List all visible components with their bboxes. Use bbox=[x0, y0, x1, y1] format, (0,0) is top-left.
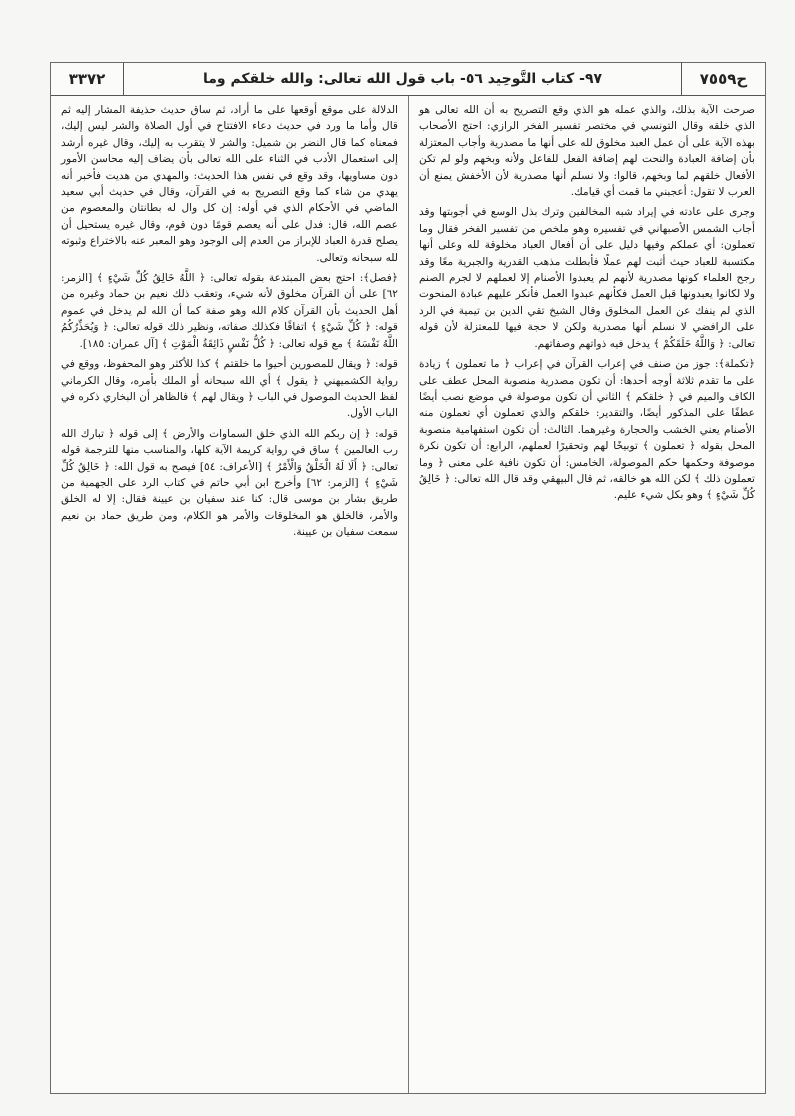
paragraph: صرحت الآية بذلك، والذي عمله هو الذي وقع التصريح به أن الله تعالى هو الذي خلقه وقال التونسي في مختصر تفسير الفخر الرازي: احتج الأصحاب بهذه الآية على أن عمل العبد مخلوق لله على أنها ما مصدرية وأجاب المعتزلة بأن إضافة العبادة والنحت لهم إضافة الفعل للفاعل ولأنه وبخهم ولو لم تكن الأفعال خلقهم لما وبخهم، قالوا: ولا نسلم أنها مصدرية لأن الأخفش يمنع أن العرب لا تقول: أعجبني ما قمت أي قيامك. bbox=[419, 104, 755, 199]
paragraph: وجرى على عادته في إيراد شبه المخالفين وترك بذل الوسع في أجوبتها وقد أجاب الشمس الأصبهاني في تفسيره وهو ملخص من تفسير الفخر فقال وما تعملون: أي عملكم وفيها دليل على أن أفعال العباد مخلوقة لله وعلى أنها مكتسبة للعباد حيث أثبت لهم عملًا فأبطلت مذهب القدرية والجبرية معًا وقد رجح العلماء كونها مصدرية لأنهم لم يعبدوا الأصنام إلا لعملهم لا لجرم الصنم ولا لكانوا يعبدونها قبل العمل فكأنهم عبدوا العمل فأنكر عليهم عبادة المنحوت الذي لم ينفك عن العمل المخلوق وقال الشيخ تقي الدين بن تيمية في الرد على الرافضي لا نسلم أنها مصدرية ولكن لا حجة فيها للمعتزلة لأن قوله تعالى: ﴿ وَاللَّهُ خَلَقَكُمْ ﴾ يدخل فيه ذواتهم وصفاتهم. bbox=[419, 206, 755, 350]
right-column bbox=[408, 96, 765, 1093]
paragraph: قوله: ﴿ ويقال للمصورين أحيوا ما خلقتم ﴾ كذا للأكثر وهو المحفوظ، ووقع في رواية الكشميهني ﴿ يقول ﴾ أي الله سبحانه أو الملك بأمره، وقال الكرماني لفظ الحديث الموصول في الباب ﴿ ويقال لهم ﴾ فالظاهر أن البخاري ذكره في الباب الأول. bbox=[61, 358, 398, 420]
page-header bbox=[51, 63, 765, 96]
paragraph: الدلالة على موقع أوقعها على ما أراد، ثم ساق حديث حذيفة المشار إليه ثم قال وأما ما ورد في حديث دعاء الافتتاح في أول الصلاة والشر ليس إليك، فمعناه كما قال النضر بن شميل: والشر لا يتقرب به إليك، وقال غيره أرشد إلى استعمال الأدب في الثناء على الله تعالى بأن يضاف إليه محاسن الأمور دون مساويها، وقد وقع في نفس هذا الحديث: والمهدي من هديت فأخبر أنه يهدي من شاء كما وقع التصريح به في القرآن، وقال في حديث أبي سعيد الماضي في الأحكام الذي في أوله: إن كل وال له بطانتان والمعصوم من عصم الله، قال: فدل على أنه يعصم قومًا دون قوم، وقال غيره يستحيل أن يصلح قدرة العباد للإبراز من العدم إلى الوجود وهو المعبر عنه بالاختراع وثبوته لله سبحانه وتعالى. bbox=[61, 104, 398, 264]
text-columns bbox=[51, 96, 765, 1093]
page-reference: ح٧٥٥٩ bbox=[681, 63, 765, 95]
paragraph: قوله: ﴿ إن ربكم الله الذي خلق السماوات والأرض ﴾ إلى قوله ﴿ تبارك الله رب العالمين ﴾ ساق في رواية كريمة الآية كلها، والمناسب منها للترجمة قوله تعالى: ﴿ أَلَا لَهُ الْخَلْقُ وَالْأَمْرُ ﴾ [الأعراف: ٥٤] فيصح به قول الله: ﴿ خَالِقُ كُلِّ شَيْءٍ ﴾ [الزمر: ٦٢] وأخرج ابن أبي حاتم في كتاب الرد على الجهمية من طريق بشار بن موسى قال: كنا عند سفيان بن عيينة فقال: إلا له الخلق والأمر، فالخلق هو المخلوقات والأمر هو الكلام، ومن طريق حماد بن نعيم سمعت سفيان بن عيينة. bbox=[61, 427, 398, 539]
page-number: ٣٣٧٢ bbox=[68, 70, 106, 88]
paragraph: ﴿فصل﴾: احتج بعض المبتدعة بقوله تعالى: ﴿ اللَّهُ خَالِقُ كُلِّ شَيْءٍ ﴾ [الزمر: ٦٢] على أن القرآن مخلوق لأنه شيء، وتعقب ذلك نعيم بن حماد وغيره من أهل الحديث بأن القرآن كلام الله وهو صفة كما أن الله لم يدخل في عموم قوله: ﴿ كُلِّ شَيْءٍ ﴾ اتفاقًا فكذلك صفاته، ونظير ذلك قوله تعالى: ﴿ وَيُحَذِّرُكُمُ اللَّهُ نَفْسَهُ ﴾ مع قوله تعالى: ﴿ كُلُّ نَفْسٍ ذَائِقَةُ الْمَوْتِ ﴾ [آل عمران: ١٨٥]. bbox=[61, 272, 398, 350]
paragraph: ﴿تكملة﴾: جوز من صنف في إعراب القرآن في إعراب ﴿ ما تعملون ﴾ زيادة على ما تقدم ثلاثة أوجه أحدها: أن تكون مصدرية منصوبة المحل عطف على الكاف والميم في ﴿ خلقكم ﴾ الثاني أن تكون موصولة في موضع نصب أيضًا عطفًا على المذكور أيضًا، والتقدير: خلقكم والذي تعملون أي تعملون منه الأصنام يعني الخشب والحجارة وغيرهما. الثالث: أن تكون استفهامية منصوبة المحل بقوله ﴿ تعملون ﴾ توبيخًا لهم وتحقيرًا لعملهم، الرابع: أن تكون نكرة موصوفة وحكمها حكم الموصولة، الخامس: أن تكون نافية على معنى ﴿ وما تعملون ذلك ﴾ لكن الله هو خالقه، ثم قال البيهقي وقد قال الله تعالى: ﴿ خَالِقُ كُلِّ شَيْءٍ ﴾ وهو بكل شيء عليم. bbox=[419, 358, 755, 502]
book-page bbox=[50, 62, 766, 1094]
left-column bbox=[51, 96, 408, 1093]
chapter-title: ٩٧- كتاب التَّوحِيد ٥٦- باب قول الله تعالى: والله خلقكم وما bbox=[123, 63, 681, 95]
